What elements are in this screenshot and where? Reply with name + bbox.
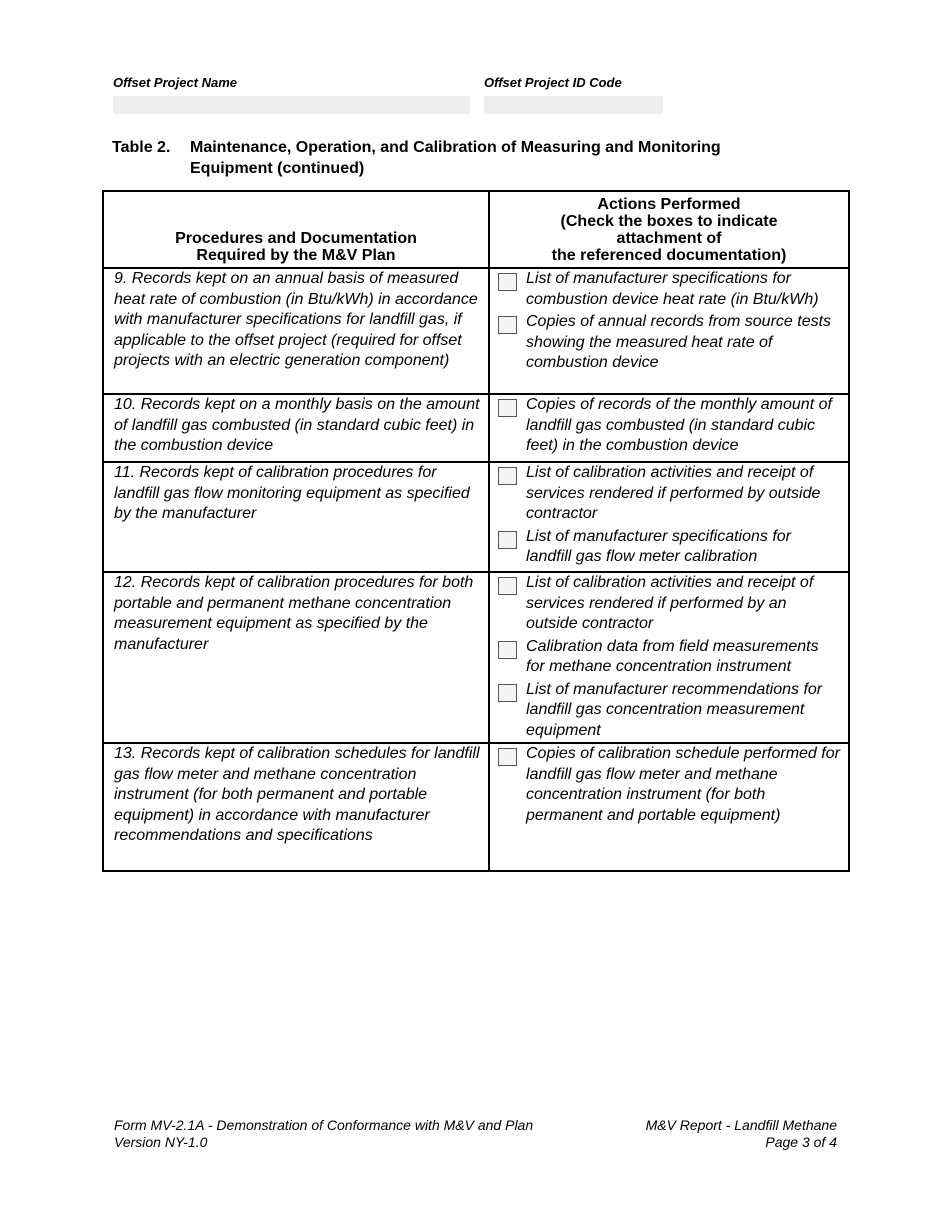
table-number: Table 2. xyxy=(112,139,171,156)
table-row xyxy=(103,572,849,743)
footer-version: Version NY-1.0 xyxy=(114,1134,208,1150)
project-id-field[interactable] xyxy=(484,96,663,114)
action-item xyxy=(498,680,840,742)
footer-form-name: Form MV-2.1A - Demonstration of Conformance with M&V and Plan xyxy=(114,1117,534,1133)
procedures-table xyxy=(102,190,850,872)
action-item xyxy=(498,312,840,374)
attachment-checkbox[interactable] xyxy=(498,577,517,595)
action-text: Calibration data from field measurements for methane concentration instrument xyxy=(526,637,819,675)
attachment-checkbox[interactable] xyxy=(498,748,517,766)
attachment-checkbox[interactable] xyxy=(498,399,517,417)
footer-left xyxy=(114,1117,533,1151)
actions-header-line4: the referenced documentation) xyxy=(551,247,787,264)
action-text: List of manufacturer recommendations for landfill gas concentration measurement equipment xyxy=(526,680,823,739)
table-row xyxy=(103,743,849,871)
action-text: List of manufacturer specifications for combustion device heat rate (in Btu/kWh) xyxy=(526,270,819,308)
table-row xyxy=(103,268,849,394)
action-item xyxy=(498,744,840,826)
project-id-label: Offset Project ID Code xyxy=(484,75,622,90)
actions-cell xyxy=(489,462,849,572)
action-item xyxy=(498,269,840,310)
footer-page-number: Page 3 of 4 xyxy=(765,1134,837,1150)
procedure-cell: 10. Records kept on a monthly basis on the amount of landfill gas combusted (in standard cubic feet) in the combustion device xyxy=(103,394,489,462)
action-text: Copies of calibration schedule performed for landfill gas flow meter and methane concentration instrument (for both permanent and portable equipment) xyxy=(526,745,840,824)
table-row xyxy=(103,462,849,572)
action-text: List of calibration activities and receipt of services rendered if performed by outside contractor xyxy=(526,464,821,522)
action-item xyxy=(498,573,840,635)
action-item xyxy=(498,395,840,457)
table-title xyxy=(112,137,721,179)
attachment-checkbox[interactable] xyxy=(498,316,517,334)
actions-cell xyxy=(489,268,849,394)
action-item xyxy=(498,637,840,678)
action-text: Copies of annual records from source tests showing the measured heat rate of combustion device xyxy=(526,313,832,371)
attachment-checkbox[interactable] xyxy=(498,641,517,659)
procedure-cell: 11. Records kept of calibration procedures for landfill gas flow monitoring equipment as specified by the manufacturer xyxy=(103,462,489,572)
actions-cell xyxy=(489,572,849,743)
actions-header-line1: Actions Performed xyxy=(597,196,741,213)
column-header-procedures xyxy=(103,191,489,268)
attachment-checkbox[interactable] xyxy=(498,467,517,485)
project-name-field[interactable] xyxy=(113,96,470,114)
footer-report-name: M&V Report - Landfill Methane xyxy=(645,1117,837,1133)
procedures-header-line2: Required by the M&V Plan xyxy=(196,247,396,264)
footer-right xyxy=(646,1117,837,1151)
attachment-checkbox[interactable] xyxy=(498,684,517,702)
actions-header-line2: (Check the boxes to indicate xyxy=(560,213,778,230)
actions-header-line3: attachment of xyxy=(616,230,722,247)
table-title-line1: Maintenance, Operation, and Calibration of Measuring and Monitoring xyxy=(190,139,721,156)
procedure-cell: 9. Records kept on an annual basis of measured heat rate of combustion (in Btu/kWh) in accordance with manufacturer specifications for landfill gas, if applicable to the offset project (required for offset projects with an electric generation component) xyxy=(103,268,489,394)
procedure-cell: 13. Records kept of calibration schedules for landfill gas flow meter and methane concentration instrument (for both permanent and portable equipment) in accordance with manufacturer recommendations and specifications xyxy=(103,743,489,871)
actions-cell xyxy=(489,394,849,462)
attachment-checkbox[interactable] xyxy=(498,531,517,549)
action-text: List of manufacturer specifications for landfill gas flow meter calibration xyxy=(526,527,792,565)
table-title-line2: Equipment (continued) xyxy=(190,160,365,177)
table-row xyxy=(103,394,849,462)
action-item xyxy=(498,527,840,568)
actions-cell xyxy=(489,743,849,871)
procedures-header-line1: Procedures and Documentation xyxy=(175,230,417,247)
procedure-cell: 12. Records kept of calibration procedures for both portable and permanent methane concentration measurement equipment as specified by the manufacturer xyxy=(103,572,489,743)
column-header-actions xyxy=(489,191,849,268)
action-item xyxy=(498,463,840,525)
project-name-label: Offset Project Name xyxy=(113,75,238,90)
action-text: List of calibration activities and receipt of services rendered if performed by an outside contractor xyxy=(526,574,814,632)
attachment-checkbox[interactable] xyxy=(498,273,517,291)
action-text: Copies of records of the monthly amount of landfill gas combusted (in standard cubic feet) in the combustion device xyxy=(526,396,832,454)
